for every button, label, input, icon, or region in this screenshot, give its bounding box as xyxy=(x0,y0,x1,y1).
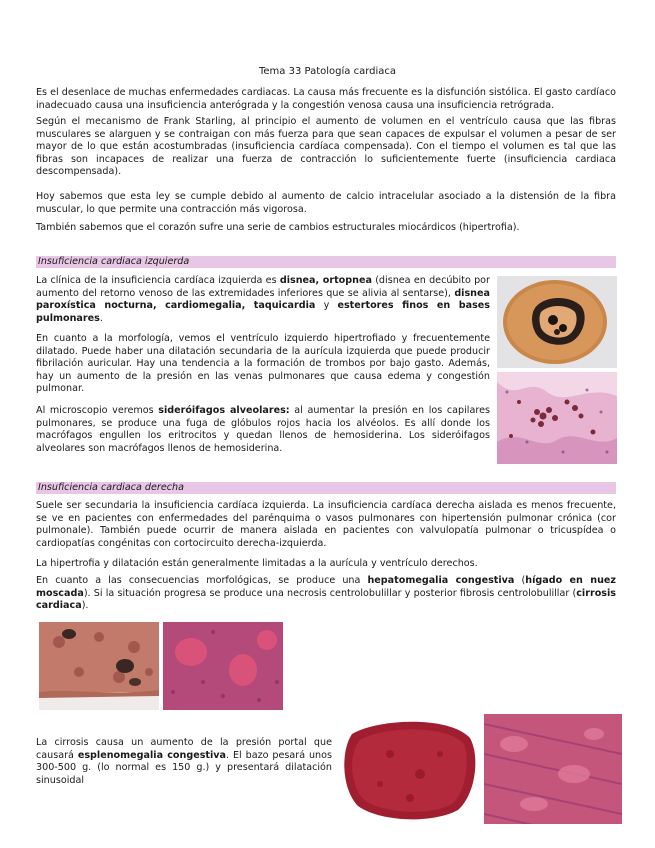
spleen-gross-image xyxy=(340,714,480,824)
intro-paragraph-3: Hoy sabemos que esta ley se cumple debido al aumento de calcio intracelular asociado a la distensión de la fibra muscular, lo que permite una contracción más vigorosa. xyxy=(36,191,616,215)
intro-paragraph-4: También sabemos que el corazón sufre una serie de cambios estructurales miocárdicos (hipertrofia). xyxy=(36,222,520,233)
right-paragraph-2: La hipertrofia y dilatación están generalmente limitadas a la aurícula y ventrículo derechos. xyxy=(36,558,478,569)
page-title: Tema 33 Patología cardiaca xyxy=(258,66,397,77)
intro-paragraph-2: Según el mecanismo de Frank Starling, al principio el aumento de volumen en el ventrículo causa que las fibras musculares se alarguen y se contraigan con más fuerza para que sean capaces de expulsar el volumen a pesar de ser mayor de lo que están acostumbradas (insuficiencia cardíaca compensada). Con el tiempo el volumen es tal que las fibras son incapaces de realizar una fuerza de contracción lo suficientemente fuerte (insuficiencia cardiaca descompensada). xyxy=(36,116,616,178)
section-heading-right: Insuficiencia cardiaca derecha xyxy=(36,482,616,494)
left-paragraph-1: La clínica de la insuficiencia cardíaca izquierda es disnea, ortopnea (disnea en decúbito por aumento del retorno venoso de las extremidades inferiores que se alivia al sentarse), disnea paroxística nocturna, cardiomegalia, taquicardia y estertores finos en bases pulmonares. xyxy=(36,275,490,324)
right-paragraph-4: La cirrosis causa un aumento de la presión portal que causará esplenomegalia congestiva. El bazo pesará unos 300-500 g. (lo normal es 150 g.) y presentará dilatación sinusoidal xyxy=(36,737,332,786)
siderophages-histology-image xyxy=(497,372,617,464)
heart-cross-section-image xyxy=(497,276,617,368)
left-paragraph-3: Al microscopio veremos sideróifagos alveolares: al aumentar la presión en los capilares pulmonares, se produce una fuga de glóbulos rojos hacia los alvéolos. Es allí donde los macrófagos engullen los eritrocitos y quedan llenos de hemosiderina. Los sideróifagos alveolares son macrófagos llenos de hemosiderina. xyxy=(36,405,490,454)
right-paragraph-1: Suele ser secundaria la insuficiencia cardíaca izquierda. La insuficiencia cardíaca derecha aislada es menos frecuente, se ve en pacientes con enfermedades del parénquima o vasos pulmonares con hipertensión pulmonar crónica (cor pulmonale). También puede ocurrir de manera aislada en pacientes con valvulopatía pulmonar o tricuspídea o cardiopatías congénitas con cortocircuito derecha-izquierda. xyxy=(36,500,616,549)
right-paragraph-3: En cuanto a las consecuencias morfológicas, se produce una hepatomegalia congestiva (hígado en nuez moscada). Si la situación progresa se produce una necrosis centrolobulillar y posterior fibrosis centrolobulillar (cirrosis cardiaca). xyxy=(36,575,617,612)
intro-paragraph-1: Es el desenlace de muchas enfermedades cardiacas. La causa más frecuente es la disfunción sistólica. El gasto cardíaco inadecuado causa una insuficiencia anterógrada y la congestión venosa causa una insuficiencia retrógrada. xyxy=(36,87,616,111)
nutmeg-liver-gross-image xyxy=(39,622,159,710)
liver-histology-image xyxy=(163,622,283,710)
section-heading-left: Insuficiencia cardiaca izquierda xyxy=(36,256,616,268)
left-paragraph-2: En cuanto a la morfología, vemos el ventrículo izquierdo hipertrofiado y frecuentemente dilatado. Puede haber una dilatación secundaria de la aurícula izquierda que puede producir fibrilación auricular. Hay una tendencia a la formación de trombos por bajo gasto. Además, hay un aumento de la presión en las venas pulmonares que causa edema y congestión pulmonar. xyxy=(36,333,490,395)
spleen-histology-image xyxy=(484,714,622,824)
